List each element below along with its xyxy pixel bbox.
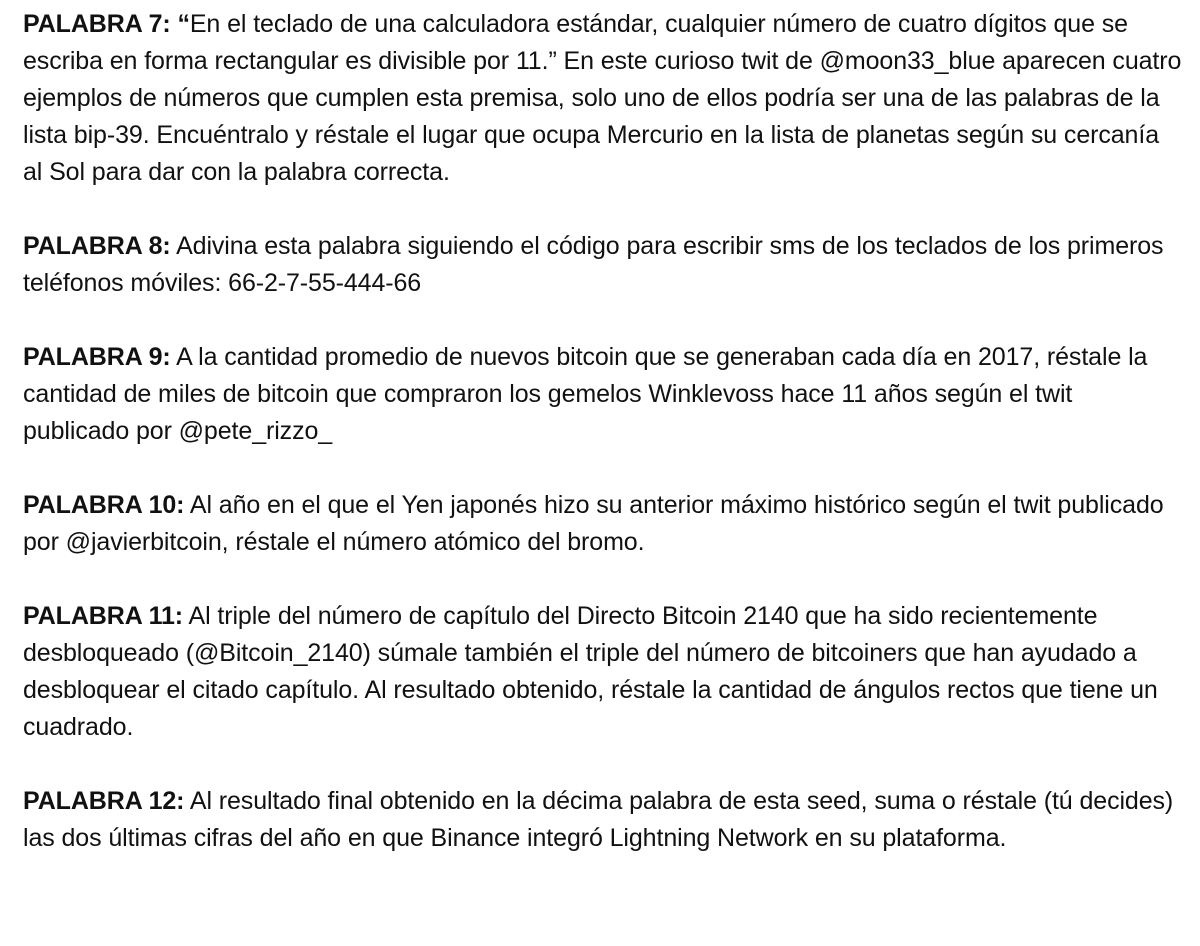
paragraph-text: A la cantidad promedio de nuevos bitcoin que se generaban cada día en 2017, réstale la cantidad de miles de bitcoin que compraron los gemelos Winklevoss hace 11 años según el twit publicado por @pete_rizzo_ — [23, 343, 1148, 445]
paragraph-palabra-11 — [23, 598, 1183, 746]
paragraph-text: Al año en el que el Yen japonés hizo su anterior máximo histórico según el twit publicado por @javierbitcoin, réstale el número atómico del bromo. — [23, 491, 1164, 556]
paragraph-label: PALABRA 10: — [23, 491, 185, 519]
paragraph-label: PALABRA 8: — [23, 232, 171, 260]
paragraph-palabra-8 — [23, 228, 1183, 302]
paragraph-palabra-9 — [23, 339, 1183, 450]
paragraph-palabra-12 — [23, 783, 1183, 857]
paragraph-label: PALABRA 11: — [23, 602, 184, 630]
paragraph-text: En el teclado de una calculadora estándar, cualquier número de cuatro dígitos que se escriba en forma rectangular es divisible por 11.” En este curioso twit de @moon33_blue aparecen cuatro ejemplos de números que cumplen esta premisa, solo uno de ellos podría ser una de las palabras de la lista bip-39. Encuéntralo y réstale el lugar que ocupa Mercurio en la lista de planetas según su cercanía al Sol para dar con la palabra correcta. — [23, 10, 1182, 186]
paragraph-palabra-7 — [23, 6, 1183, 191]
document-body — [23, 6, 1183, 857]
paragraph-label: PALABRA 7: “ — [23, 10, 190, 38]
paragraph-label: PALABRA 9: — [23, 343, 171, 371]
paragraph-text: Adivina esta palabra siguiendo el código para escribir sms de los teclados de los primeros teléfonos móviles: 66-2-7-55-444-66 — [23, 232, 1164, 297]
paragraph-text: Al resultado final obtenido en la décima palabra de esta seed, suma o réstale (tú decides) las dos últimas cifras del año en que Binance integró Lightning Network en su plataforma. — [23, 787, 1174, 852]
paragraph-label: PALABRA 12: — [23, 787, 185, 815]
paragraph-text: Al triple del número de capítulo del Directo Bitcoin 2140 que ha sido recientemente desbloqueado (@Bitcoin_2140) súmale también el triple del número de bitcoiners que han ayudado a desbloquear el citado capítulo. Al resultado obtenido, réstale la cantidad de ángulos rectos que tiene un cuadrado. — [23, 602, 1158, 741]
paragraph-palabra-10 — [23, 487, 1183, 561]
